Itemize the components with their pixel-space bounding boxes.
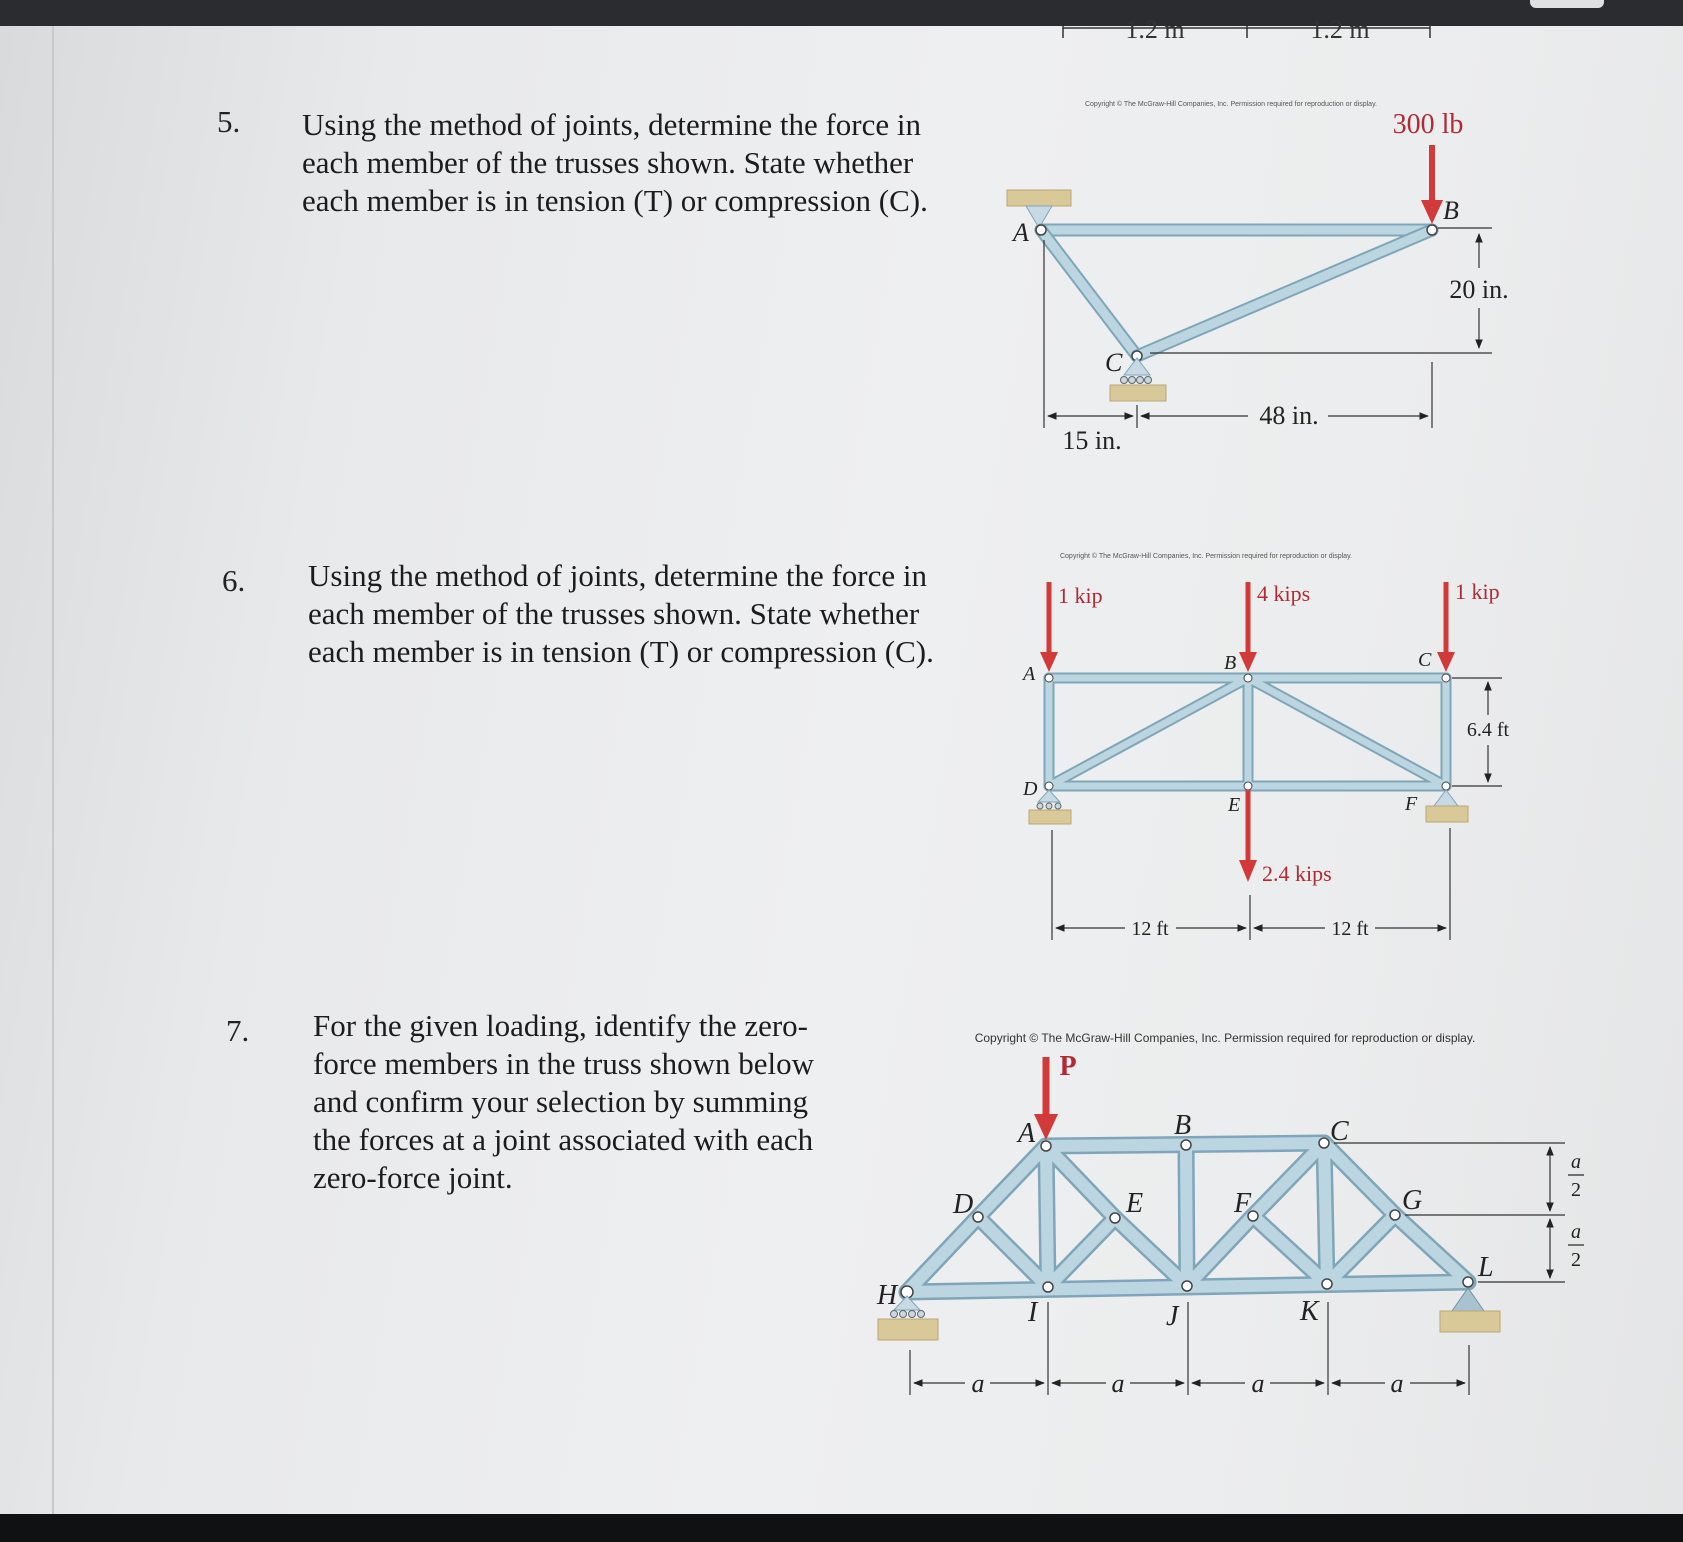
fig6-joint-b	[1244, 674, 1252, 682]
fig5-copyright: Copyright © The McGraw-Hill Companies, Inc. Permission required for reproduction or display.	[1084, 101, 1378, 108]
fig7-pin-l	[1452, 1288, 1484, 1311]
fig7-dim-a-3: a	[1251, 1369, 1265, 1398]
fig5-dim-offset: 15 in.	[1062, 426, 1122, 455]
fig6-load-head-c	[1437, 652, 1455, 672]
fig6-pin-f	[1434, 790, 1458, 806]
fig7-joint-d	[973, 1212, 983, 1222]
fig5-member-bc	[1137, 230, 1432, 356]
fig7-member-gl	[1395, 1215, 1468, 1282]
fig5-label-c: C	[1105, 348, 1123, 377]
problem-5-line-3: each member is in tension (T) or compression (C).	[302, 183, 928, 218]
fig7-member-fc	[1253, 1143, 1324, 1216]
fig7-label-h: H	[877, 1280, 898, 1311]
problem-7-line-4: the forces at a joint associated with each	[313, 1122, 814, 1157]
fig5-roller-wheel	[1129, 377, 1136, 384]
fig7-label-c: C	[1330, 1116, 1349, 1147]
fig6-dim-right: 12 ft	[1331, 918, 1369, 940]
fig7-dim-a-4: a	[1390, 1369, 1404, 1398]
problem-7-line-2: force members in the truss shown below	[313, 1046, 815, 1081]
fig7-joint-j	[1182, 1281, 1192, 1291]
fig6-label-c: C	[1418, 649, 1432, 671]
problem-7-line-5: zero-force joint.	[313, 1160, 513, 1195]
figure-7	[876, 1031, 1584, 1398]
fig7-member-ai	[1046, 1146, 1048, 1287]
fig6-load-head-a	[1040, 652, 1058, 672]
fig7-roller-wheel	[900, 1311, 907, 1318]
fig5-load-arrowhead	[1421, 200, 1443, 224]
fig7-dim-half-den-1: 2	[1571, 1179, 1581, 1201]
fig7-label-d: D	[953, 1189, 974, 1220]
fig5-support-a	[1007, 190, 1071, 206]
fig7-member-ej	[1115, 1218, 1187, 1286]
fig7-label-b: B	[1174, 1110, 1192, 1141]
fig6-support-f	[1426, 806, 1468, 822]
fig6-load-head-b	[1239, 652, 1257, 672]
fig7-joint-e	[1110, 1213, 1120, 1223]
fig7-member-hd	[907, 1217, 978, 1292]
top-dim-label-1: 1.2 m	[1125, 15, 1185, 44]
top-partial-figure	[1063, 15, 1430, 44]
fig7-member-ae	[1046, 1146, 1115, 1218]
fig7-label-l: L	[1478, 1252, 1494, 1283]
fig6-label-b: B	[1224, 652, 1237, 674]
fig5-roller-wheel	[1145, 377, 1152, 384]
problem-6-number: 6.	[222, 563, 246, 598]
fig6-roller-d	[1038, 790, 1060, 802]
fig6-label-e: E	[1228, 794, 1241, 816]
fig7-label-i: I	[1028, 1297, 1038, 1328]
fig6-label-a: A	[1023, 663, 1036, 685]
fig7-label-g: G	[1402, 1185, 1423, 1216]
fig7-joint-b	[1181, 1140, 1191, 1150]
fig7-member-fk	[1253, 1216, 1327, 1284]
fig6-dim-height: 6.4 ft	[1466, 719, 1510, 741]
fig7-dim-half-num-1: a	[1571, 1151, 1581, 1173]
fig5-label-b: B	[1443, 196, 1459, 225]
fig7-joint-c	[1319, 1138, 1329, 1148]
fig6-load-label-e: 2.4 kips	[1262, 861, 1332, 886]
problem-7-line-3: and confirm your selection by summing	[313, 1084, 809, 1119]
fig6-load-label-c: 1 kip	[1455, 579, 1500, 604]
problem-5-line-1: Using the method of joints, determine the force in	[302, 107, 921, 142]
fig7-dim-a-1: a	[971, 1369, 985, 1398]
fig7-roller-wheel	[891, 1311, 898, 1318]
fig7-support-h	[878, 1319, 938, 1340]
problem-6-line-1: Using the method of joints, determine the force in	[308, 558, 927, 593]
fig7-joint-g	[1390, 1210, 1400, 1220]
problem-5-number: 5.	[217, 104, 241, 139]
fig7-roller-wheel	[909, 1311, 916, 1318]
fig5-dim-span: 48 in.	[1259, 401, 1319, 430]
fig5-load-label: 300 lb	[1392, 109, 1464, 140]
fig7-member-da	[978, 1146, 1046, 1217]
problem-7-line-1: For the given loading, identify the zero-	[313, 1008, 809, 1043]
fig7-label-f: F	[1234, 1188, 1252, 1219]
fig7-dim-half-num-2: a	[1571, 1221, 1581, 1243]
fig6-joint-a	[1045, 674, 1053, 682]
fig5-dim-height: 20 in.	[1449, 275, 1509, 304]
fig7-joint-i	[1043, 1282, 1053, 1292]
fig7-joint-l	[1463, 1277, 1473, 1287]
fig7-dim-a-2: a	[1111, 1369, 1125, 1398]
fig6-dim-left: 12 ft	[1131, 918, 1169, 940]
fig7-load-arrowhead	[1034, 1114, 1058, 1140]
fig5-joint-b	[1427, 225, 1437, 235]
fig6-roller-wheel	[1046, 803, 1052, 809]
figure-6	[1021, 552, 1510, 940]
fig7-label-a: A	[1018, 1118, 1036, 1149]
fig6-load-label-a: 1 kip	[1058, 583, 1103, 608]
fig6-joint-d	[1045, 782, 1053, 790]
fig7-label-j: J	[1166, 1301, 1179, 1332]
fig7-joint-a	[1041, 1141, 1051, 1151]
problem-6-line-3: each member is in tension (T) or compression (C).	[308, 634, 934, 669]
top-dim-label-2: 1.2 m	[1310, 15, 1370, 44]
fig7-roller-wheel	[918, 1311, 925, 1318]
fig7-member-bj	[1186, 1145, 1187, 1286]
fig5-label-a: A	[1013, 218, 1029, 247]
fig6-joint-e	[1244, 782, 1252, 790]
fig6-load-label-b: 4 kips	[1257, 581, 1311, 606]
fig6-support-d	[1029, 810, 1071, 824]
fig5-joint-a	[1036, 225, 1046, 235]
fig5-roller-wheel	[1137, 377, 1144, 384]
fig5-support-c	[1110, 385, 1166, 401]
fig6-joint-c	[1442, 674, 1450, 682]
fig7-member-cg	[1324, 1143, 1395, 1215]
problem-7-number: 7.	[226, 1013, 250, 1048]
fig6-copyright: Copyright © The McGraw-Hill Companies, Inc. Permission required for reproduction or display.	[1059, 553, 1353, 560]
fig5-roller-wheel	[1121, 377, 1128, 384]
fig7-load-label: P	[1059, 1051, 1077, 1082]
fig6-label-d: D	[1023, 778, 1038, 800]
fig6-label-f: F	[1405, 793, 1418, 815]
fig6-roller-wheel	[1037, 803, 1043, 809]
fig7-member-jf	[1187, 1216, 1253, 1286]
problem-6-line-2: each member of the trusses shown. State whether	[308, 596, 920, 631]
fig7-support-l	[1440, 1311, 1500, 1332]
fig7-member-di	[978, 1217, 1048, 1287]
fig7-joint-k	[1322, 1279, 1332, 1289]
fig5-roller-c	[1124, 358, 1150, 375]
fig6-load-head-e	[1239, 860, 1257, 882]
figure-5	[1007, 100, 1509, 455]
fig6-joint-f	[1442, 782, 1450, 790]
fig5-member-ac	[1041, 230, 1137, 356]
problem-5-line-2: each member of the trusses shown. State whether	[302, 145, 914, 180]
fig7-label-k: K	[1300, 1296, 1319, 1327]
fig7-label-e: E	[1126, 1188, 1144, 1219]
fig7-member-ck	[1324, 1143, 1327, 1284]
fig7-member-ie	[1048, 1218, 1115, 1287]
fig7-member-kg	[1327, 1215, 1395, 1284]
fig7-copyright: Copyright © The McGraw-Hill Companies, Inc. Permission required for reproduction or display.	[974, 1031, 1476, 1045]
fig6-member-db	[1049, 678, 1248, 786]
fig6-roller-wheel	[1055, 803, 1061, 809]
fig7-dim-half-den-2: 2	[1571, 1249, 1581, 1271]
fig6-member-bf	[1248, 678, 1446, 786]
